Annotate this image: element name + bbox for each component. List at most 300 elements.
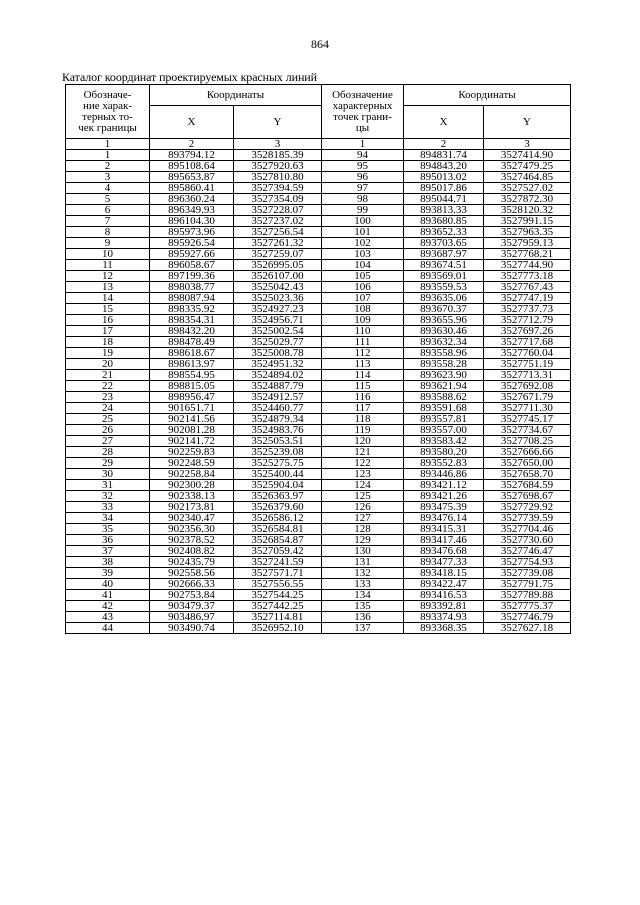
x-value-2: 893621.94 [404,381,484,392]
x-value-2: 893588.62 [404,392,484,403]
table-row [66,293,571,304]
y-value-2: 3527527.02 [484,183,571,194]
point-id: 38 [66,557,150,568]
table-row [66,282,571,293]
y-value: 3526584.81 [234,524,322,535]
x-value-2: 893416.53 [404,590,484,601]
y-value: 3524912.57 [234,392,322,403]
y-value-2: 3527479.25 [484,161,571,172]
page-number: 864 [311,37,329,51]
y-value: 3524951.32 [234,359,322,370]
y-value: 3527920.63 [234,161,322,172]
point-id-2: 109 [322,315,404,326]
point-id-2: 100 [322,216,404,227]
x-value: 898087.94 [150,293,234,304]
y-value: 3526363.97 [234,491,322,502]
point-id: 24 [66,403,150,414]
x-value: 902173.81 [150,502,234,513]
x-value: 896360.24 [150,194,234,205]
y-value: 3527237.02 [234,216,322,227]
table-body [66,139,571,634]
point-id-2: 116 [322,392,404,403]
y-value: 3524887.79 [234,381,322,392]
x-value-2: 893674.51 [404,260,484,271]
x-value-2: 893680.85 [404,216,484,227]
table-row [66,601,571,612]
x-value: 902338.13 [150,491,234,502]
table-row [66,513,571,524]
column-number: 3 [484,139,571,150]
x-value-2: 893421.26 [404,491,484,502]
y-value-2: 3527713.31 [484,370,571,381]
point-id: 31 [66,480,150,491]
y-value-2: 3528120.32 [484,205,571,216]
point-id: 29 [66,458,150,469]
table-row [66,370,571,381]
point-id-2: 98 [322,194,404,205]
y-value: 3527114.81 [234,612,322,623]
x-value-2: 895017.86 [404,183,484,194]
point-id-2: 122 [322,458,404,469]
point-id: 37 [66,546,150,557]
table-row [66,183,571,194]
x-value: 903490.74 [150,623,234,634]
point-id: 36 [66,535,150,546]
y-value-2: 3527747.19 [484,293,571,304]
table-row [66,249,571,260]
y-value: 3525904.04 [234,480,322,491]
x-value-2: 893557.00 [404,425,484,436]
x-value: 902258.84 [150,469,234,480]
y-value-2: 3527730.60 [484,535,571,546]
x-value: 902356.30 [150,524,234,535]
y-value-2: 3527775.37 [484,601,571,612]
y-value-2: 3527734.67 [484,425,571,436]
point-id-2: 137 [322,623,404,634]
y-value-2: 3527464.85 [484,172,571,183]
point-id: 22 [66,381,150,392]
table-row [66,414,571,425]
x-value: 896058.67 [150,260,234,271]
column-number-row [66,139,571,150]
table-row [66,227,571,238]
table-row [66,568,571,579]
table-row [66,348,571,359]
x-value-2: 893623.90 [404,370,484,381]
y-value-2: 3527739.08 [484,568,571,579]
point-id-2: 110 [322,326,404,337]
point-id: 10 [66,249,150,260]
point-id: 28 [66,447,150,458]
y-value: 3527261.32 [234,238,322,249]
table-row [66,150,571,161]
point-id-2: 135 [322,601,404,612]
y-value-2: 3527773.18 [484,271,571,282]
x-value-2: 893687.97 [404,249,484,260]
y-value: 3527259.07 [234,249,322,260]
table-row [66,458,571,469]
y-value: 3527394.59 [234,183,322,194]
point-id-2: 119 [322,425,404,436]
point-id: 16 [66,315,150,326]
x-value-2: 893392.81 [404,601,484,612]
x-value: 898038.77 [150,282,234,293]
table-caption: Каталог координат проектируемых красных линий [62,70,317,84]
y-value: 3524879.34 [234,414,322,425]
coordinates-table [65,84,571,634]
y-value: 3525042.43 [234,282,322,293]
point-id: 19 [66,348,150,359]
header-y-2: Y [484,106,571,139]
x-value: 902340.47 [150,513,234,524]
y-value-2: 3527627.18 [484,623,571,634]
point-id-2: 127 [322,513,404,524]
point-id: 40 [66,579,150,590]
x-value: 902435.79 [150,557,234,568]
point-id: 32 [66,491,150,502]
y-value: 3527256.54 [234,227,322,238]
point-id-2: 134 [322,590,404,601]
y-value: 3526952.10 [234,623,322,634]
column-number: 1 [66,139,150,150]
x-value: 903486.97 [150,612,234,623]
point-id: 7 [66,216,150,227]
x-value-2: 893475.39 [404,502,484,513]
point-id-2: 102 [322,238,404,249]
point-id-2: 95 [322,161,404,172]
x-value-2: 893557.81 [404,414,484,425]
y-value: 3526107.00 [234,271,322,282]
y-value: 3525400.44 [234,469,322,480]
y-value-2: 3527739.59 [484,513,571,524]
x-value: 902666.33 [150,579,234,590]
table-row [66,425,571,436]
x-value-2: 893446.86 [404,469,484,480]
point-id: 41 [66,590,150,601]
point-id-2: 113 [322,359,404,370]
x-value: 898478.49 [150,337,234,348]
table-row [66,304,571,315]
point-id-2: 105 [322,271,404,282]
y-value: 3527241.59 [234,557,322,568]
column-number: 3 [234,139,322,150]
point-id-2: 117 [322,403,404,414]
x-value-2: 893477.33 [404,557,484,568]
table-row [66,271,571,282]
point-id: 15 [66,304,150,315]
x-value-2: 894843.20 [404,161,484,172]
x-value-2: 893655.96 [404,315,484,326]
y-value: 3527442.25 [234,601,322,612]
x-value: 902300.28 [150,480,234,491]
point-id-2: 103 [322,249,404,260]
table-row [66,392,571,403]
point-id-2: 124 [322,480,404,491]
y-value-2: 3527991.15 [484,216,571,227]
table-row [66,491,571,502]
table-row [66,359,571,370]
x-value-2: 893569.01 [404,271,484,282]
point-id: 14 [66,293,150,304]
point-id-2: 97 [322,183,404,194]
point-id: 34 [66,513,150,524]
y-value-2: 3527650.00 [484,458,571,469]
point-id-2: 123 [322,469,404,480]
y-value: 3527354.09 [234,194,322,205]
header-x-2: X [404,106,484,139]
point-id: 20 [66,359,150,370]
y-value: 3527059.42 [234,546,322,557]
table-row [66,590,571,601]
table-row [66,315,571,326]
x-value-2: 893670.37 [404,304,484,315]
point-id: 43 [66,612,150,623]
y-value: 3527571.71 [234,568,322,579]
header-y: Y [234,106,322,139]
point-id-2: 101 [322,227,404,238]
point-id: 35 [66,524,150,535]
x-value: 896349.93 [150,205,234,216]
y-value: 3528185.39 [234,150,322,161]
y-value-2: 3527698.67 [484,491,571,502]
y-value-2: 3527746.47 [484,546,571,557]
x-value: 898956.47 [150,392,234,403]
column-number: 1 [322,139,404,150]
x-value: 898335.92 [150,304,234,315]
y-value: 3525275.75 [234,458,322,469]
y-value-2: 3527711.30 [484,403,571,414]
x-value: 901651.71 [150,403,234,414]
x-value: 895926.54 [150,238,234,249]
y-value-2: 3527760.04 [484,348,571,359]
x-value-2: 893652.33 [404,227,484,238]
point-id: 3 [66,172,150,183]
y-value-2: 3527697.26 [484,326,571,337]
table-row [66,447,571,458]
point-id-2: 121 [322,447,404,458]
x-value: 895860.41 [150,183,234,194]
y-value-2: 3527744.90 [484,260,571,271]
x-value: 898432.20 [150,326,234,337]
x-value-2: 893476.68 [404,546,484,557]
x-value-2: 894831.74 [404,150,484,161]
x-value: 895653.87 [150,172,234,183]
header-x: X [150,106,234,139]
column-number: 2 [404,139,484,150]
y-value: 3526995.05 [234,260,322,271]
y-value: 3525008.78 [234,348,322,359]
y-value-2: 3527658.70 [484,469,571,480]
x-value-2: 893583.42 [404,436,484,447]
y-value-2: 3527751.19 [484,359,571,370]
y-value: 3527544.25 [234,590,322,601]
point-id: 25 [66,414,150,425]
point-id-2: 125 [322,491,404,502]
point-id-2: 114 [322,370,404,381]
point-id-2: 130 [322,546,404,557]
table-row [66,403,571,414]
y-value: 3524956.71 [234,315,322,326]
point-id-2: 106 [322,282,404,293]
y-value: 3524460.77 [234,403,322,414]
y-value-2: 3527963.35 [484,227,571,238]
y-value-2: 3527717.68 [484,337,571,348]
y-value: 3524983.76 [234,425,322,436]
x-value-2: 893417.46 [404,535,484,546]
table-row [66,381,571,392]
x-value-2: 893476.14 [404,513,484,524]
y-value: 3525002.54 [234,326,322,337]
x-value: 898618.67 [150,348,234,359]
table-row [66,480,571,491]
table-row [66,260,571,271]
y-value-2: 3527671.79 [484,392,571,403]
y-value: 3527228.07 [234,205,322,216]
table-row [66,172,571,183]
x-value: 898815.05 [150,381,234,392]
point-id-2: 118 [322,414,404,425]
x-value-2: 893580.20 [404,447,484,458]
y-value-2: 3527414.90 [484,150,571,161]
x-value-2: 895044.71 [404,194,484,205]
point-id-2: 126 [322,502,404,513]
y-value-2: 3527729.92 [484,502,571,513]
point-id: 27 [66,436,150,447]
point-id: 33 [66,502,150,513]
x-value: 897199.36 [150,271,234,282]
table-row [66,524,571,535]
point-id: 5 [66,194,150,205]
point-id: 17 [66,326,150,337]
y-value-2: 3527959.13 [484,238,571,249]
table-row [66,612,571,623]
table-row [66,623,571,634]
point-id-2: 131 [322,557,404,568]
point-id: 42 [66,601,150,612]
point-id-2: 99 [322,205,404,216]
x-value: 895973.96 [150,227,234,238]
table-row [66,535,571,546]
y-value-2: 3527789.88 [484,590,571,601]
y-value-2: 3527872.30 [484,194,571,205]
y-value: 3527810.80 [234,172,322,183]
x-value-2: 893813.33 [404,205,484,216]
header-point-designation-2: Обозначение характерных точек грани- цы [322,85,404,139]
y-value-2: 3527692.08 [484,381,571,392]
header-point-designation: Обозначе- ние харак- терных то- чек границы [66,85,150,139]
y-value-2: 3527712.79 [484,315,571,326]
y-value-2: 3527704.46 [484,524,571,535]
point-id-2: 120 [322,436,404,447]
y-value: 3526379.60 [234,502,322,513]
point-id: 12 [66,271,150,282]
y-value-2: 3527684.59 [484,480,571,491]
point-id: 39 [66,568,150,579]
x-value: 902081.28 [150,425,234,436]
table-row [66,557,571,568]
point-id: 2 [66,161,150,172]
point-id: 8 [66,227,150,238]
x-value-2: 893559.53 [404,282,484,293]
point-id: 6 [66,205,150,216]
column-number: 2 [150,139,234,150]
point-id-2: 111 [322,337,404,348]
x-value: 902141.72 [150,436,234,447]
x-value: 902141.56 [150,414,234,425]
x-value-2: 893421.12 [404,480,484,491]
x-value: 902753.84 [150,590,234,601]
point-id-2: 133 [322,579,404,590]
point-id-2: 108 [322,304,404,315]
y-value-2: 3527737.73 [484,304,571,315]
x-value-2: 893418.15 [404,568,484,579]
table-row [66,205,571,216]
x-value-2: 893552.83 [404,458,484,469]
point-id: 13 [66,282,150,293]
x-value-2: 893368.35 [404,623,484,634]
y-value: 3525053.51 [234,436,322,447]
x-value: 902248.59 [150,458,234,469]
table-row [66,216,571,227]
point-id: 26 [66,425,150,436]
table-row [66,326,571,337]
x-value: 895108.64 [150,161,234,172]
table-row [66,161,571,172]
point-id: 44 [66,623,150,634]
y-value-2: 3527746.79 [484,612,571,623]
y-value: 3525029.77 [234,337,322,348]
x-value: 895927.66 [150,249,234,260]
x-value: 898554.95 [150,370,234,381]
table-row [66,436,571,447]
point-id: 11 [66,260,150,271]
x-value-2: 893632.34 [404,337,484,348]
y-value-2: 3527791.75 [484,579,571,590]
point-id-2: 129 [322,535,404,546]
point-id: 21 [66,370,150,381]
y-value-2: 3527666.66 [484,447,571,458]
x-value-2: 895013.02 [404,172,484,183]
table-row [66,502,571,513]
y-value-2: 3527768.21 [484,249,571,260]
y-value: 3525023.36 [234,293,322,304]
x-value-2: 893374.93 [404,612,484,623]
x-value-2: 893422.47 [404,579,484,590]
x-value: 902408.82 [150,546,234,557]
table-row [66,337,571,348]
x-value-2: 893558.96 [404,348,484,359]
point-id: 18 [66,337,150,348]
x-value: 898613.97 [150,359,234,370]
x-value: 896104.30 [150,216,234,227]
y-value-2: 3527745.17 [484,414,571,425]
y-value-2: 3527708.25 [484,436,571,447]
point-id-2: 112 [322,348,404,359]
point-id: 23 [66,392,150,403]
header-coordinates-2: Координаты [404,85,571,106]
x-value: 902378.52 [150,535,234,546]
point-id-2: 115 [322,381,404,392]
y-value: 3526586.12 [234,513,322,524]
y-value: 3526854.87 [234,535,322,546]
point-id-2: 132 [322,568,404,579]
y-value-2: 3527754.93 [484,557,571,568]
y-value: 3527556.55 [234,579,322,590]
point-id-2: 104 [322,260,404,271]
x-value-2: 893635.06 [404,293,484,304]
table-row [66,546,571,557]
x-value: 902558.56 [150,568,234,579]
